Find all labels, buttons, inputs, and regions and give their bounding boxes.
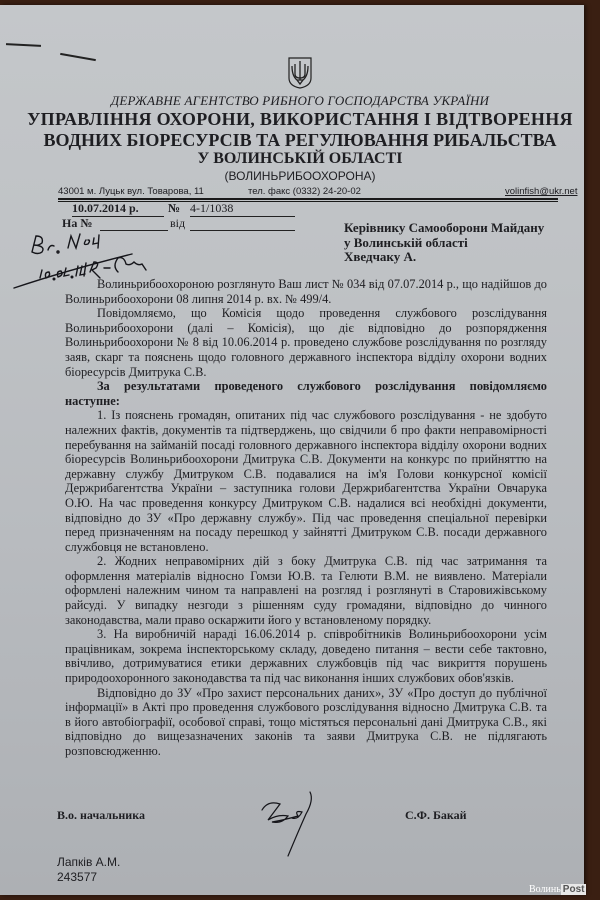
- finding-item-3: 3. На виробничій нараді 16.06.2014 р. співробітників Волиньрибоохорони усім працівникам, зокрема інспекторському складу, доведено питання – вести себе тактовно, ввічливо, дотримуватися етики державних службовців під час викриття порушень природоохоронного законодавства та під час виконання інших службових обов'язків.: [65, 627, 547, 686]
- watermark-brand-post: Post: [562, 884, 585, 895]
- reply-to-label: На №: [62, 216, 93, 230]
- executor-phone: 243577: [57, 870, 98, 884]
- reply-date-blank: [190, 230, 295, 231]
- finding-item-2: 2. Жодних неправомірних дій з боку Дмитрука С.В. під час затримання та оформлення матеріалів відносно Гомзи Ю.В. та Гелюти В.М. не виявлено. Матеріали оформлені належним чином та направлені на розгляд і розглянуті в Старовижівському райсуді. У випадку незгоди з рішенням суду громадяни, відповідно до чинного законодавства, мали право оскаржити його у встановленому порядку.: [65, 554, 547, 627]
- addressee-line3: Хведчаку А.: [344, 249, 417, 264]
- org-address: 43001 м. Луцьк вул. Товарова, 11: [58, 186, 204, 197]
- handwritten-signature: [258, 790, 318, 860]
- outgoing-number: 4-1/1038: [190, 201, 295, 217]
- source-watermark: [529, 884, 586, 895]
- paragraph-intro: Волиньрибоохороною розглянуто Ваш лист № 034 від 07.07.2014 р., що надійшов до Волиньрибоохорони 08 липня 2014 р. вх. № 499/4.: [65, 277, 547, 306]
- finding-item-1: 1. Із пояснень громадян, опитаних під час службового розслідування - не здобуто належних фактів, документів та підтверджень, що свідчили б про факти неправомірності перебування на займаній посаді головного державного інспектора відділу охорони водних біоресурсів Волиньрибоохорони Дмитрука С.В. Документи на конкурс по прийняттю на державну службу Дмитруком С.В. подавалися на ім'я Голови конкурсної комісії Держрибагентства України – заступника голови Держрибагентства України Овчарука О.Ю. На час проведення конкурсу Дмитруком С.В. надалися всі необхідні документи, відповідно до ЗУ «Про державну службу». Під час проведення спеціальної перевірки перед призначенням на посаду перешкод у зайнятті Дмитруком С.В. посади державного службовця не встановлено.: [65, 408, 547, 554]
- org-phone: тел. факс (0332) 24-20-02: [248, 186, 361, 197]
- addressee-line1: Керівнику Самооборони Майдану: [344, 220, 545, 235]
- paragraph-commission: Повідомляємо, що Комісія щодо проведення службового розслідування Волиньрибоохорони (далі – Комісія), що діє відповідно до розпорядження Волиньрибоохорони № 8 від 10.06.2014 р. проведено службове розслідування по розгляду заяв, скарг та пояснень щодо головного державного інспектора відділу охорони водних біоресурсів Дмитрука С.В.: [65, 306, 547, 379]
- org-name-line1: УПРАВЛІННЯ ОХОРОНИ, ВИКОРИСТАННЯ І ВІДТВОРЕННЯ: [27, 109, 573, 129]
- margin-mark: [6, 43, 41, 47]
- watermark-brand: Волинь: [529, 884, 561, 895]
- paragraph-results-heading: За результатами проведеного службового розслідування повідомляємо наступне:: [65, 379, 547, 408]
- header-divider: [58, 198, 558, 200]
- addressee-line2: у Волинській області: [344, 234, 468, 250]
- paragraph-personal-data: Відповідно до ЗУ «Про захист персональних даних», ЗУ «Про доступ до публічної інформації» в Акті про проведення службового розслідування відносно Дмитрука С.В. та в його автобіографії, особової справі, тощо містяться персональні дані Дмитрука С.В., які відповідно до вищезазначених законів та заяви Дмитрука С.В. не підлягають розповсюдженню.: [65, 685, 547, 758]
- org-email: volinfish@ukr.net: [505, 186, 578, 197]
- outgoing-date: 10.07.2014 р.: [72, 201, 164, 217]
- trident-coat-of-arms-icon: [287, 56, 313, 89]
- org-name-line3: У ВОЛИНСЬКІЙ ОБЛАСТІ: [197, 150, 403, 167]
- signatory-name: С.Ф. Бакай: [405, 808, 467, 822]
- executor-block: [57, 855, 120, 885]
- agency-name: ДЕРЖАВНЕ АГЕНТСТВО РИБНОГО ГОСПОДАРСТВА УКРАЇНИ: [110, 93, 490, 108]
- signatory-title: В.о. начальника: [57, 808, 145, 822]
- letter-body: [65, 277, 547, 759]
- addressee-block: [344, 221, 544, 265]
- org-name-line2: ВОДНИХ БІОРЕСУРСІВ ТА РЕГУЛЮВАННЯ РИБАЛЬСТВА: [43, 130, 557, 150]
- margin-mark: [60, 53, 96, 61]
- document-page: [0, 5, 584, 895]
- executor-name: Лапків А.М.: [57, 855, 121, 869]
- reply-from-label: від: [170, 216, 186, 230]
- number-label: №: [168, 201, 181, 215]
- org-short-name: (ВОЛИНЬРИБООХОРОНА): [224, 169, 376, 183]
